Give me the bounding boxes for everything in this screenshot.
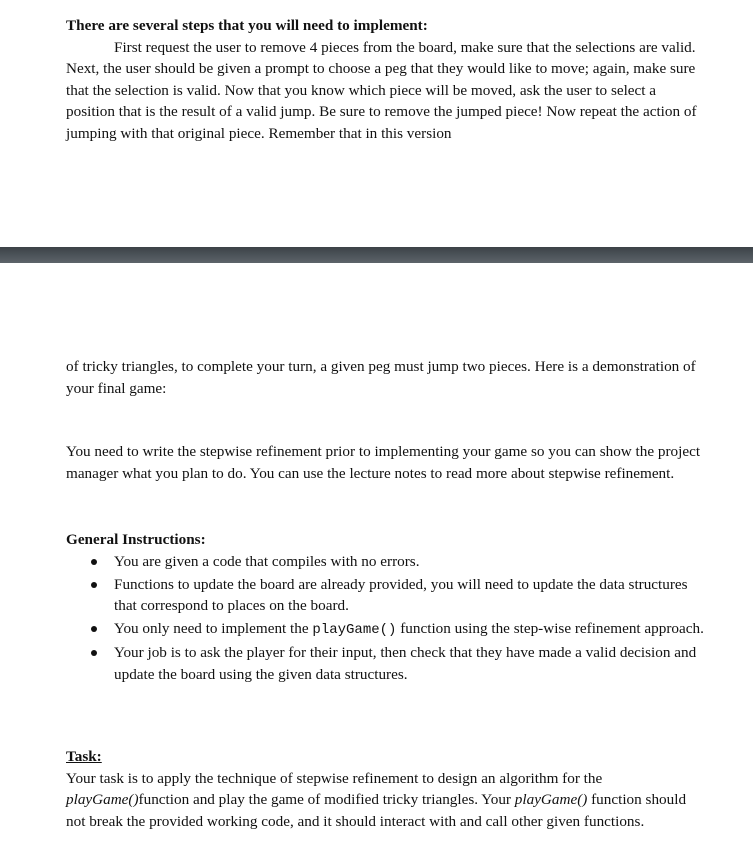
steps-paragraph: First request the user to remove 4 pieces from the board, make sure that the selections are valid. Next, the user should be given a prompt to choose a peg that they would like to move; again, make sure that the selection is valid. Now that you know which piece will be moved, ask the user to select a position that is the result of a valid jump. Be sure to remove the jumped piece! Now repeat the action of jumping with that original piece. Remember that in this version bbox=[66, 38, 697, 142]
task-func-2: playGame() bbox=[514, 791, 588, 808]
stepwise-paragraph: You need to write the stepwise refinement prior to implementing your game so you can show the project manager what you plan to do. You can use the lecture notes to read more about stepwise refinement. bbox=[66, 443, 701, 482]
task-text-2: function and play the game of modified tricky triangles. Your bbox=[138, 791, 515, 808]
steps-heading: There are several steps that you will need to implement: bbox=[66, 17, 428, 34]
task-section bbox=[66, 746, 706, 832]
list-item-text-after: function using the step-wise refinement approach. bbox=[396, 619, 704, 637]
task-func-1: playGame() bbox=[66, 791, 139, 808]
bullet-icon bbox=[91, 559, 97, 565]
task-text-3: function should not break the provided working code, and it should interact with and call other given functions. bbox=[66, 791, 687, 830]
list-item-text: Your job is to ask the player for their input, then check that they have made a valid decision and update the board using the given data structures. bbox=[114, 644, 697, 683]
list-item-text: Functions to update the board are already provided, you will need to update the data structures that correspond to places on the board. bbox=[114, 575, 688, 614]
list-item bbox=[66, 618, 706, 642]
page-divider-bar bbox=[0, 247, 753, 263]
bullet-icon bbox=[91, 650, 97, 656]
bullet-icon bbox=[91, 582, 97, 588]
general-instructions-heading: General Instructions: bbox=[66, 531, 206, 548]
playgame-code: playGame() bbox=[312, 621, 397, 638]
task-heading: Task: bbox=[66, 748, 102, 765]
bullet-icon bbox=[91, 626, 97, 632]
list-item bbox=[66, 551, 706, 573]
list-item-text: You are given a code that compiles with no errors. bbox=[114, 553, 420, 570]
task-paragraph bbox=[66, 768, 706, 833]
instructions-list bbox=[66, 551, 706, 686]
list-item bbox=[66, 642, 706, 685]
continuation-paragraph: of tricky triangles, to complete your turn, a given peg must jump two pieces. Here is a demonstration of your final game: bbox=[66, 358, 696, 397]
list-item bbox=[66, 574, 706, 617]
task-text-1: Your task is to apply the technique of stepwise refinement to design an algorithm for the bbox=[66, 769, 603, 787]
steps-section bbox=[66, 15, 706, 144]
list-item-text-before: You only need to implement the bbox=[114, 619, 313, 637]
